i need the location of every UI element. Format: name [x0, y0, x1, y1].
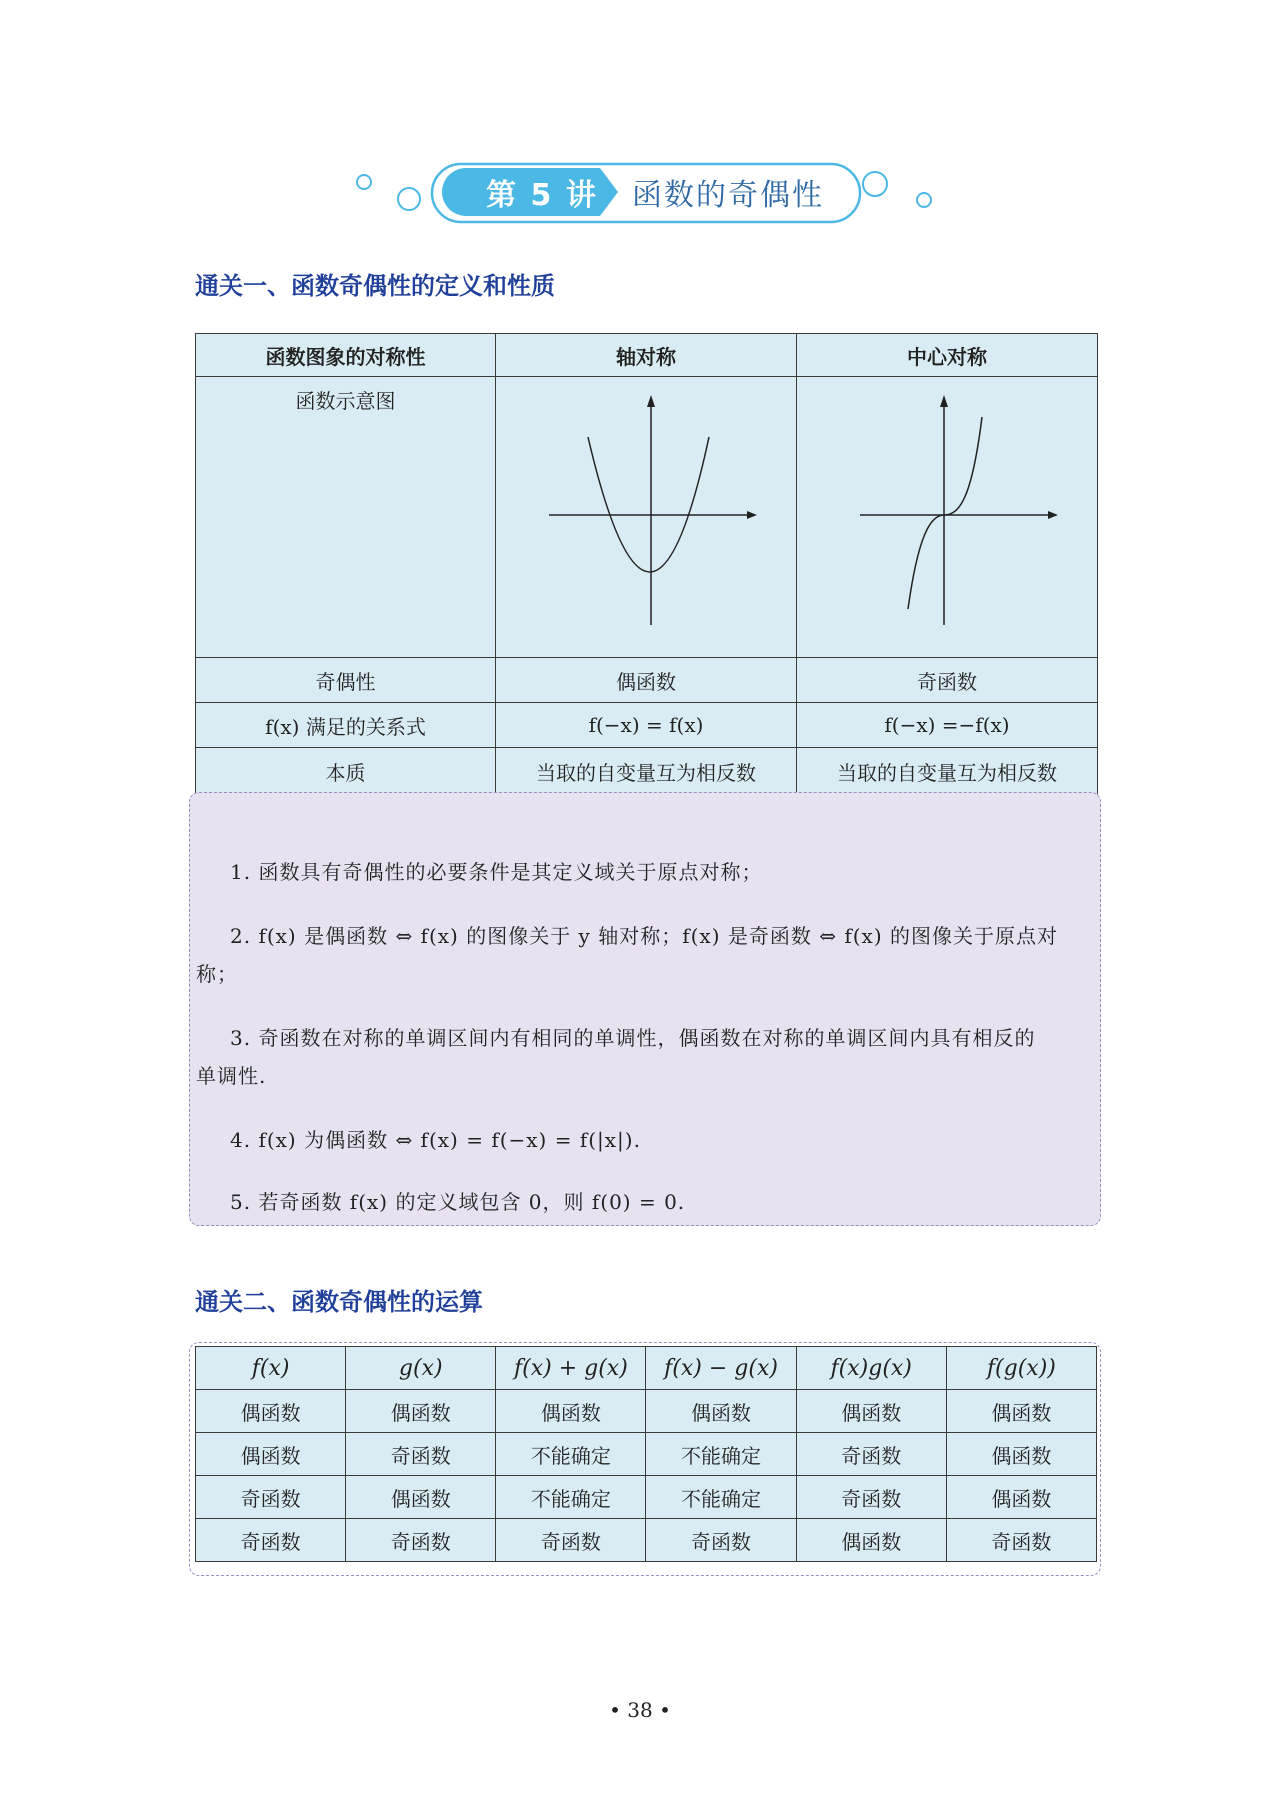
table-cell: 偶函数: [496, 658, 797, 703]
table-cell: 奇函数: [797, 658, 1098, 703]
table-cell: 奇函数: [946, 1519, 1096, 1562]
table-cell: 奇函数: [196, 1519, 346, 1562]
table-row: [196, 1519, 1097, 1562]
table-cell: 不能确定: [496, 1476, 646, 1519]
table-row: [196, 658, 1098, 703]
header-cell: f(x) + g(x): [496, 1347, 646, 1390]
row-label: 函数示意图: [196, 377, 496, 658]
decor-circle: [398, 188, 420, 210]
table-cell: 奇函数: [796, 1433, 946, 1476]
table-cell: 偶函数: [196, 1390, 346, 1433]
note-item: [196, 1121, 1096, 1159]
note-item: [196, 917, 1096, 993]
notes-box: [189, 792, 1101, 1226]
table-cell: 不能确定: [646, 1476, 796, 1519]
table-cell: 偶函数: [496, 1390, 646, 1433]
lecture-title: 函数的奇偶性: [632, 178, 824, 213]
header-cell: f(x) − g(x): [646, 1347, 796, 1390]
note-line: 5. 若奇函数 f(x) 的定义域包含 0，则 f(0) = 0.: [230, 1190, 686, 1214]
header-cell: f(x): [196, 1347, 346, 1390]
table-cell: 奇函数: [346, 1519, 496, 1562]
table-cell: 不能确定: [646, 1433, 796, 1476]
table-cell: 不能确定: [496, 1433, 646, 1476]
table-cell: 偶函数: [946, 1476, 1096, 1519]
parity-definition-table: [195, 333, 1098, 835]
table-cell: 偶函数: [796, 1519, 946, 1562]
decor-circle: [917, 193, 931, 207]
decor-circle: [863, 172, 887, 196]
table-header-row: [196, 334, 1098, 377]
note-item: [196, 853, 1096, 891]
header-cell: f(g(x)): [946, 1347, 1096, 1390]
table-cell: f(−x) = f(x): [496, 703, 797, 748]
essence-text: 当取的自变量互为相反数: [536, 761, 756, 785]
table-cell: 奇函数: [646, 1519, 796, 1562]
note-line: 称；: [196, 962, 238, 986]
table-cell: 偶函数: [796, 1390, 946, 1433]
decor-circle: [357, 175, 371, 189]
note-line: 2. f(x) 是偶函数 ⇔ f(x) 的图像关于 y 轴对称；f(x) 是奇函数 ⇔ f(x) 的图像关于原点对: [230, 924, 1058, 948]
note-item: [196, 1183, 1096, 1221]
essence-text: 当取的自变量互为相反数: [837, 761, 1057, 785]
graph-cell: [496, 377, 797, 658]
table-cell: 偶函数: [646, 1390, 796, 1433]
note-line: 单调性.: [196, 1064, 267, 1088]
table-cell: 偶函数: [346, 1390, 496, 1433]
section1-heading: 通关一、函数奇偶性的定义和性质: [195, 272, 555, 300]
table-cell: 偶函数: [196, 1433, 346, 1476]
cubic-graph: [832, 387, 1062, 637]
table-cell: 奇函数: [346, 1433, 496, 1476]
table-cell: 偶函数: [946, 1390, 1096, 1433]
graph-cell: [797, 377, 1098, 658]
page-number: • 38 •: [609, 1698, 671, 1722]
table-cell: 奇函数: [796, 1476, 946, 1519]
table-cell: f(−x) =−f(x): [797, 703, 1098, 748]
parity-operations-table: [195, 1346, 1097, 1562]
table-cell: 奇函数: [196, 1476, 346, 1519]
table-row: [196, 377, 1098, 658]
header-cell: f(x)g(x): [796, 1347, 946, 1390]
table-cell: 偶函数: [346, 1476, 496, 1519]
note-line: 4. f(x) 为偶函数 ⇔ f(x) = f(−x) = f(|x|).: [230, 1128, 641, 1152]
note-item: [196, 1019, 1096, 1095]
table-cell: f(x) 满足的关系式: [196, 703, 496, 748]
header-cell: 中心对称: [797, 334, 1098, 377]
header-cell: g(x): [346, 1347, 496, 1390]
parabola-graph: [531, 387, 761, 637]
section2-heading: 通关二、函数奇偶性的运算: [195, 1288, 483, 1316]
note-line: 1. 函数具有奇偶性的必要条件是其定义域关于原点对称；: [230, 860, 763, 884]
note-line: 3. 奇函数在对称的单调区间内有相同的单调性，偶函数在对称的单调区间内具有相反的: [230, 1026, 1036, 1050]
table-cell: 奇偶性: [196, 658, 496, 703]
table-row: [196, 1476, 1097, 1519]
table-cell: 偶函数: [946, 1433, 1096, 1476]
lecture-number: 第 5 讲: [486, 178, 598, 213]
table-row: [196, 1390, 1097, 1433]
header-cell: 轴对称: [496, 334, 797, 377]
table-cell: 本质: [196, 748, 496, 835]
table-row: [196, 703, 1098, 748]
header-cell: 函数图象的对称性: [196, 334, 496, 377]
table-cell: 奇函数: [496, 1519, 646, 1562]
table-row: [196, 1433, 1097, 1476]
table-header-row: [196, 1347, 1097, 1390]
